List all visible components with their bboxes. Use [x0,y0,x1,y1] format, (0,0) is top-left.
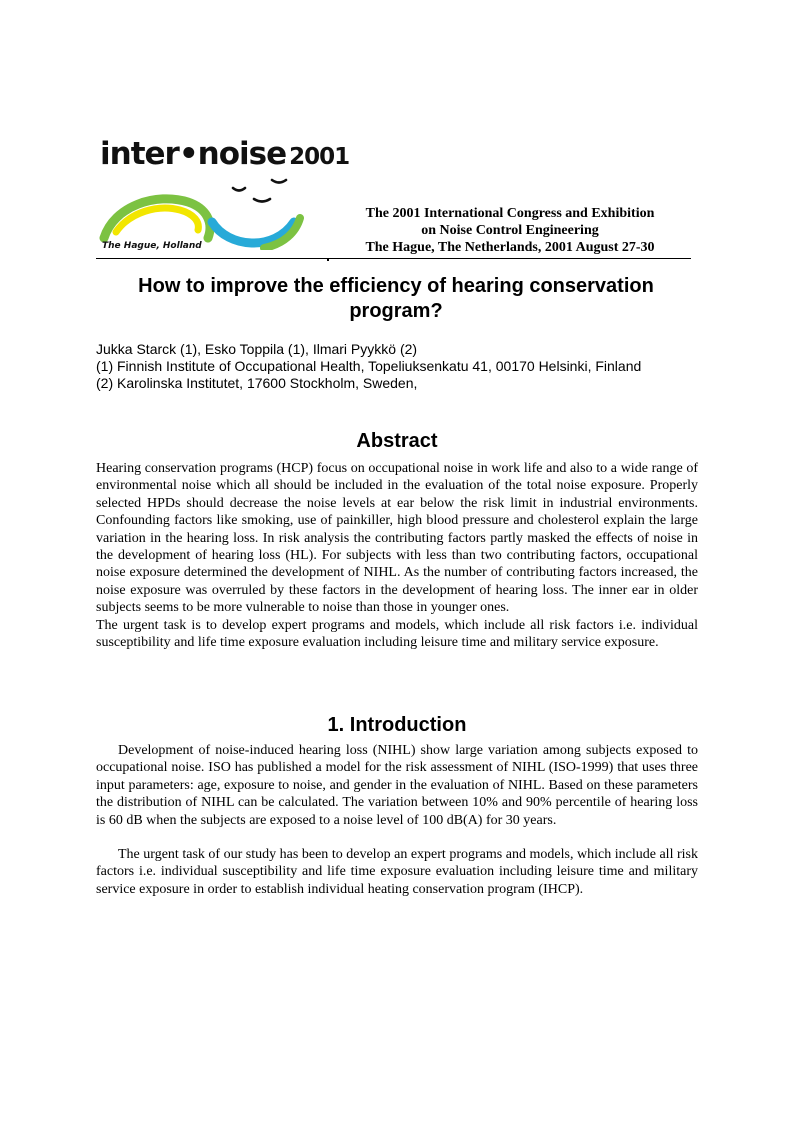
abstract-body [96,460,698,651]
introduction-heading: 1. Introduction [327,714,467,736]
author-names: Jukka Starck (1), Esko Toppila (1), Ilmari Pyykkö (2) [96,341,418,357]
abstract-heading: Abstract [356,430,438,452]
paper-title: How to improve the efficiency of hearing conservation program? [138,275,654,322]
affiliation-2: (2) Karolinska Institutet, 17600 Stockholm, Sweden, [96,375,418,391]
congress-info [330,205,690,256]
logo-city: The Hague, Holland [102,241,202,251]
logo-smile-1 [233,188,245,191]
introduction-paragraph-1: Development of noise-induced hearing loss (NIHL) show large variation among subjects exposed to occupational noise. ISO has published a model for the risk assessment of NIHL (ISO-1999) that uses three input parameters: age, exposure to noise, and gender in the evaluation of NIHL. Based on these parameters the distribution of NIHL can be calculated. The variation between 10% and 90% percentile of hearing loss is 60 dB when the subjects are exposed to a noise level of 100 dB(A) for 30 years. [96,743,698,828]
logo-smile-2 [272,180,286,183]
header-divider [96,258,691,259]
introduction-body [96,742,698,898]
congress-line-3: The Hague, The Netherlands, 2001 August 27-30 [365,240,655,255]
logo-waves-graphic [96,178,336,250]
header-divider-tick [327,259,329,261]
logo-name: inter•noise [100,136,287,172]
logo-title [100,134,349,177]
author-block [96,341,698,392]
introduction-paragraph-2: The urgent task of our study has been to develop an expert programs and models, which include all risk factors i.e. individual susceptibility and life time exposure evaluation including leisure time and military service exposure in order to establish individual heating conservation program (IHCP). [96,847,698,897]
logo-smile-3 [254,199,270,202]
congress-line-1: The 2001 International Congress and Exhibition [365,206,655,221]
congress-line-2: on Noise Control Engineering [421,223,599,238]
abstract-paragraph-2: The urgent task is to develop expert programs and models, which include all risk factors i.e. individual susceptibility and life time exposure evaluation including leisure time and military service exposure. [96,617,698,651]
conference-logo [96,134,350,260]
abstract-paragraph-1: Hearing conservation programs (HCP) focus on occupational noise in work life and also to a wide range of environmental noise which all should be included in the evaluation of the total noise exposure. Properly selected HPDs should decrease the noise levels at ear below the risk limit in industrial environments. Confounding factors like smoking, use of painkiller, high blood pressure and cholesterol explain the large variation in the hearing loss. In risk analysis the contributing factors partly masked the effects of noise in the development of hearing loss (HL). For subjects with less than two contributing factors, occupational noise exposure determined the development of NIHL. As the number of contributing factors increased, the noise exposure was overruled by these factors in the development of hearing loss. The inner ear in older subjects seems to be more vulnerable to noise than those in younger ones. [96,461,698,616]
affiliation-1: (1) Finnish Institute of Occupational Health, Topeliuksenkatu 41, 00170 Helsinki, Finland [96,358,642,374]
logo-year: 2001 [289,144,350,170]
